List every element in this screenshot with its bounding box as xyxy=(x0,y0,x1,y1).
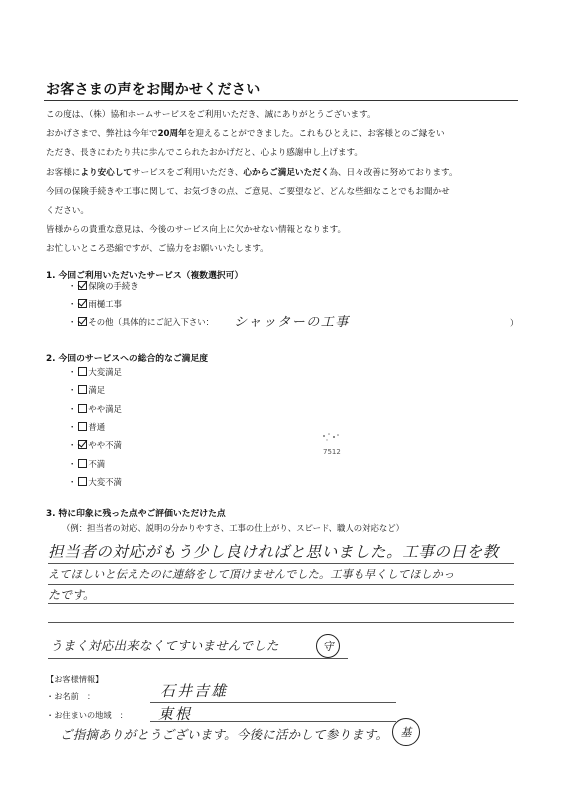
q3-answer-line-2: えてほしいと伝えたのに連絡をして頂けませんでした。工事も早くしてほしかっ xyxy=(48,568,455,581)
q2-option-label: やや満足 xyxy=(88,403,122,414)
intro-text: お客様に xyxy=(46,167,81,178)
bullet-mark: ・ xyxy=(68,299,77,309)
answer-rule-5 xyxy=(48,658,348,659)
company-reply: うまく対応出来なくてすいませんでした xyxy=(50,638,279,653)
q2-option[interactable] xyxy=(68,403,122,415)
q2-option[interactable] xyxy=(68,384,105,396)
reply-stamp-seal xyxy=(316,634,340,658)
q1-option[interactable] xyxy=(68,316,214,328)
bullet-mark: ・ xyxy=(68,281,77,291)
reply-stamp-text: 守 xyxy=(322,640,334,653)
intro-text: 今回の保険手続きや工事に関して、お気づきの点、ご意見、ご要望など、どんな些細なことでもお聞かせ xyxy=(46,186,450,197)
checked-box-icon[interactable] xyxy=(78,440,87,449)
closing-stamp-seal xyxy=(392,718,420,746)
intro-line xyxy=(46,164,526,183)
q2-option-label: 大変満足 xyxy=(88,367,122,377)
checkbox-icon[interactable] xyxy=(78,367,87,376)
answer-rule-4 xyxy=(48,622,514,623)
intro-line xyxy=(46,221,526,240)
q2-option[interactable] xyxy=(68,476,122,488)
bullet-mark: ・ xyxy=(68,421,77,432)
checkbox-icon[interactable] xyxy=(78,459,87,468)
page-title: お客さまの声をお聞かせください xyxy=(46,82,261,98)
intro-text: 皆様からの貴重な意見は、今後のサービス向上に欠かせない情報となります。 xyxy=(46,225,347,236)
q1-option-label: 保険の手続き xyxy=(88,281,139,291)
bullet-mark: ・ xyxy=(68,403,77,414)
q2-option-label: 大変不満 xyxy=(88,476,122,487)
checked-box-icon[interactable] xyxy=(78,317,87,326)
q2-option-label: 不満 xyxy=(88,458,106,469)
intro-text: おかげさまで、弊社は今年で xyxy=(46,129,158,140)
side-mark: 7512 xyxy=(323,448,341,456)
intro-text: を迎えることができました。これもひとえに、お客様とのご縁をい xyxy=(186,129,445,140)
intro-emphasis: 20周年 xyxy=(157,129,187,140)
q3-answer-line-3: たです。 xyxy=(48,588,96,602)
area-rule xyxy=(150,721,396,722)
intro-text: お忙しいところ恐縮ですが、ご協力をお願いいたします。 xyxy=(46,244,269,255)
intro-line xyxy=(46,106,526,125)
intro-text: ください。 xyxy=(46,206,89,217)
intro-line xyxy=(46,240,526,259)
checkbox-icon[interactable] xyxy=(78,404,87,413)
q2-option[interactable] xyxy=(68,366,122,378)
q2-option-label: やや不満 xyxy=(88,440,122,451)
q2-option-label: 満足 xyxy=(88,385,106,396)
q1-other-handwritten: シャッターの工事 xyxy=(234,315,350,330)
bullet-mark: ・ xyxy=(68,458,77,469)
intro-paragraph xyxy=(46,106,526,260)
intro-line xyxy=(46,183,526,202)
q3-answer-line-1: 担当者の対応がもう少し良ければと思いました。工事の日を教 xyxy=(48,543,499,561)
q1-option-label: その他（具体的にご記入下さい： xyxy=(88,317,214,327)
bullet-mark: ・ xyxy=(68,317,77,327)
name-label: ・お名前 ： xyxy=(46,691,96,701)
bullet-mark: ・ xyxy=(68,476,77,487)
ink-smudge xyxy=(320,432,342,444)
answer-rule-1 xyxy=(48,563,514,564)
intro-text: サービスをご利用いただき、 xyxy=(131,167,244,178)
customer-name-handwritten: 石井吉雄 xyxy=(160,682,229,700)
intro-text: ただき、長きにわたり共に歩んでこられたおかげだと、心より感謝申し上げます。 xyxy=(46,148,363,159)
intro-text: この度は、（株）協和ホームサービスをご利用いただき、誠にありがとうございます。 xyxy=(46,110,376,120)
question-3-example: （例：担当者の対応、説明の分かりやすさ、工事の仕上がり、スピード、職人の対応など） xyxy=(62,523,404,533)
customer-section-label: 【お客様情報】 xyxy=(46,674,104,684)
intro-emphasis: より安心して xyxy=(80,167,132,178)
intro-emphasis: 心からご満足いただく xyxy=(243,167,330,178)
intro-text: 為、日々改善に努めております。 xyxy=(329,167,458,178)
question-2-heading: 2. 今回のサービスへの総合的なご満足度 xyxy=(46,354,209,364)
closing-stamp-text: 基 xyxy=(400,726,412,739)
bullet-mark: ・ xyxy=(68,385,77,396)
intro-line xyxy=(46,202,526,221)
customer-area-handwritten: 東根 xyxy=(158,705,193,723)
question-3-heading: 3. 特に印象に残った点やご評価いただけた点 xyxy=(46,509,226,519)
question-1-heading: 1. 今回ご利用いただいたサービス（複数選択可） xyxy=(46,271,244,281)
intro-line xyxy=(46,144,526,163)
checkbox-icon[interactable] xyxy=(78,385,87,394)
checked-box-icon[interactable] xyxy=(78,281,87,290)
company-closing-note: ご指摘ありがとうございます。今後に活かして参ります。 xyxy=(60,727,389,742)
q1-option[interactable] xyxy=(68,280,139,292)
bullet-mark: ・ xyxy=(68,367,77,377)
checkbox-icon[interactable] xyxy=(78,422,87,431)
q2-option-label: 普通 xyxy=(88,421,106,432)
answer-rule-3 xyxy=(48,603,514,604)
bullet-mark: ・ xyxy=(68,440,77,451)
checked-box-icon[interactable] xyxy=(78,299,87,308)
q2-option[interactable] xyxy=(68,439,122,451)
title-underline xyxy=(44,100,518,101)
q1-close-paren: ） xyxy=(510,318,519,328)
intro-line xyxy=(46,125,526,144)
q1-option-label: 雨樋工事 xyxy=(88,299,122,309)
q2-option[interactable] xyxy=(68,421,105,433)
q2-option[interactable] xyxy=(68,458,105,470)
checkbox-icon[interactable] xyxy=(78,477,87,486)
area-label: ・お住まいの地域 ： xyxy=(46,710,128,720)
q1-option[interactable] xyxy=(68,298,122,310)
answer-rule-2 xyxy=(48,584,514,585)
